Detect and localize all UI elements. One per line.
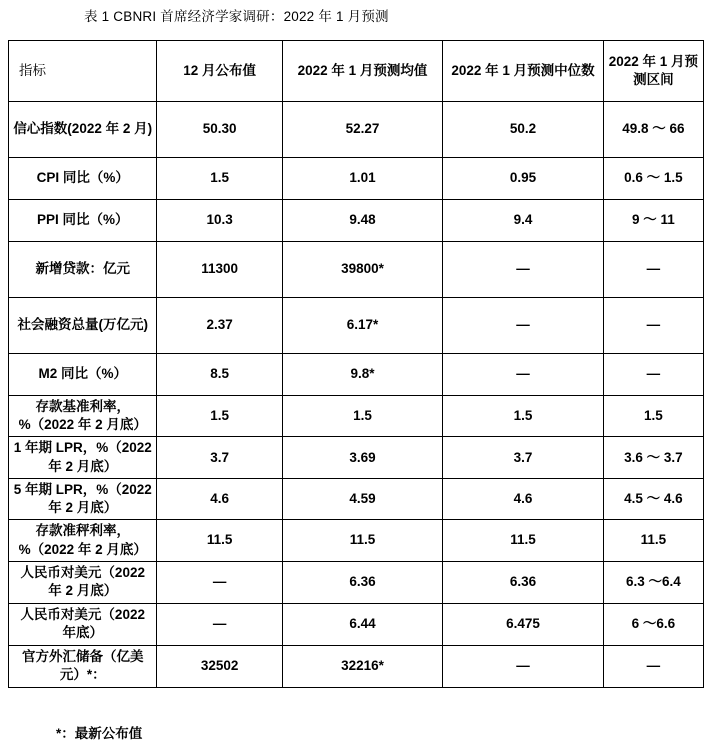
column-header-indicator: 指标 — [9, 41, 157, 102]
row-cell: 6.36 — [282, 561, 442, 603]
row-cell: 6.17* — [282, 298, 442, 354]
row-cell: 50.30 — [157, 102, 282, 158]
row-cell: 2.37 — [157, 298, 282, 354]
row-label: 信心指数(2022 年 2 月) — [9, 102, 157, 158]
row-cell: 0.95 — [443, 158, 603, 200]
row-cell: 0.6 ～ 1.5 — [603, 158, 703, 200]
column-header-forecast-median: 2022 年 1 月预测中位数 — [443, 41, 603, 102]
row-label: CPI 同比（%） — [9, 158, 157, 200]
row-cell: 9 ～ 11 — [603, 200, 703, 242]
table-row — [9, 200, 704, 242]
row-label: PPI 同比（%） — [9, 200, 157, 242]
row-cell: 3.7 — [443, 437, 603, 478]
table-row — [9, 437, 704, 478]
row-cell: 32216* — [282, 645, 442, 687]
row-cell: 1.5 — [603, 396, 703, 437]
row-cell: — — [603, 354, 703, 396]
row-cell: 6.44 — [282, 603, 442, 645]
row-cell: 10.3 — [157, 200, 282, 242]
row-cell: — — [603, 645, 703, 687]
row-cell: 3.7 — [157, 437, 282, 478]
row-label: 人民币对美元（2022 年 2 月底） — [9, 561, 157, 603]
table-row — [9, 158, 704, 200]
row-cell: — — [443, 242, 603, 298]
row-cell: 1.5 — [282, 396, 442, 437]
row-cell: 6.475 — [443, 603, 603, 645]
row-cell: 8.5 — [157, 354, 282, 396]
forecast-table — [8, 40, 704, 688]
row-cell: 11.5 — [157, 520, 282, 561]
table-row — [9, 561, 704, 603]
table-row — [9, 478, 704, 519]
row-cell: 1.5 — [443, 396, 603, 437]
row-cell: 1.5 — [157, 158, 282, 200]
row-cell: 11300 — [157, 242, 282, 298]
table-header-row — [9, 41, 704, 102]
table-row — [9, 603, 704, 645]
row-cell: 4.59 — [282, 478, 442, 519]
page-title: 表 1 CBNRI 首席经济学家调研：2022 年 1 月预测 — [84, 9, 389, 24]
row-label: 官方外汇储备（亿美元）*： — [9, 645, 157, 687]
row-label: 5 年期 LPR，%（2022 年 2 月底） — [9, 478, 157, 519]
row-cell: 11.5 — [282, 520, 442, 561]
table-row — [9, 298, 704, 354]
row-cell: — — [157, 561, 282, 603]
row-cell: 50.2 — [443, 102, 603, 158]
column-header-december-value: 12 月公布值 — [157, 41, 282, 102]
row-cell: — — [443, 645, 603, 687]
row-cell: 9.48 — [282, 200, 442, 242]
row-cell: 32502 — [157, 645, 282, 687]
row-cell: — — [157, 603, 282, 645]
row-cell: 4.6 — [443, 478, 603, 519]
row-label: 存款准秤利率，%（2022 年 2 月底） — [9, 520, 157, 561]
row-label: 人民币对美元（2022 年底） — [9, 603, 157, 645]
row-cell: 39800* — [282, 242, 442, 298]
row-cell: 1.01 — [282, 158, 442, 200]
table-row — [9, 354, 704, 396]
row-cell: — — [603, 242, 703, 298]
row-label: 社会融资总量(万亿元) — [9, 298, 157, 354]
row-cell: 52.27 — [282, 102, 442, 158]
row-cell: 6 ～6.6 — [603, 603, 703, 645]
column-header-forecast-range: 2022 年 1 月预测区间 — [603, 41, 703, 102]
row-cell: 11.5 — [603, 520, 703, 561]
table-row — [9, 396, 704, 437]
row-cell: 4.5 ～ 4.6 — [603, 478, 703, 519]
row-cell: — — [603, 298, 703, 354]
row-cell: 11.5 — [443, 520, 603, 561]
table-row — [9, 520, 704, 561]
row-cell: 3.6 ～ 3.7 — [603, 437, 703, 478]
row-cell: — — [443, 298, 603, 354]
row-label: 新增贷款：亿元 — [9, 242, 157, 298]
row-cell: 1.5 — [157, 396, 282, 437]
row-label: M2 同比（%） — [9, 354, 157, 396]
row-label: 存款基准利率，%（2022 年 2 月底） — [9, 396, 157, 437]
row-cell: — — [443, 354, 603, 396]
row-label: 1 年期 LPR，%（2022 年 2 月底） — [9, 437, 157, 478]
column-header-forecast-mean: 2022 年 1 月预测均值 — [282, 41, 442, 102]
row-cell: 4.6 — [157, 478, 282, 519]
table-row — [9, 645, 704, 687]
row-cell: 49.8 ～ 66 — [603, 102, 703, 158]
row-cell: 3.69 — [282, 437, 442, 478]
table-footnote: *：最新公布值 — [56, 726, 143, 741]
row-cell: 9.4 — [443, 200, 603, 242]
row-cell: 6.3 ～6.4 — [603, 561, 703, 603]
table-row — [9, 242, 704, 298]
row-cell: 9.8* — [282, 354, 442, 396]
row-cell: 6.36 — [443, 561, 603, 603]
table-row — [9, 102, 704, 158]
